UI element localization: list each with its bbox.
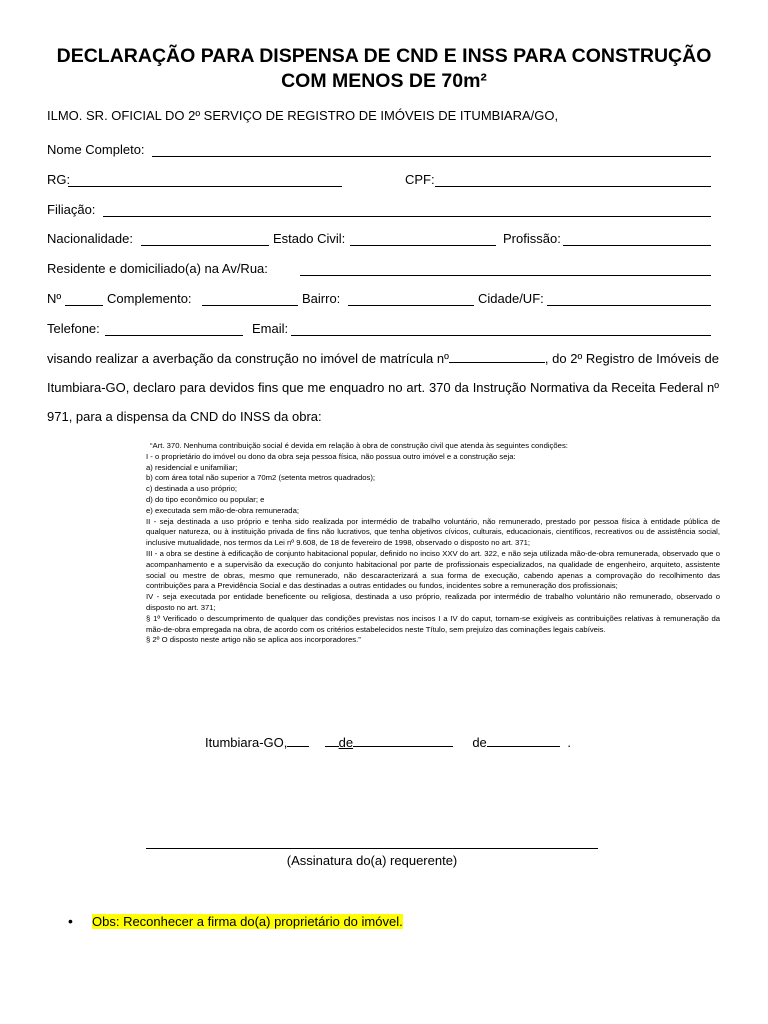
field-row-endereco (47, 290, 711, 308)
field-row-nome (47, 141, 711, 159)
declaration-text-2: , do 2º Registro de Imóveis de Itumbiara-GO, declaro para devidos fins que me enquadro no art. 370 da Instrução Normativa da Receita Federal nº 971, para a dispensa da CND do INSS da obra: (47, 351, 720, 424)
profissao-label: Profissão: (503, 231, 561, 246)
obs-highlighted-text: Obs: Reconhecer a firma do(a) proprietário do imóvel. (92, 914, 403, 929)
email-blank[interactable] (291, 335, 711, 336)
rg-blank[interactable] (68, 186, 342, 187)
rg-label: RG: (47, 172, 71, 187)
numero-blank[interactable] (65, 305, 103, 306)
email-label: Email: (252, 321, 289, 336)
cpf-label: CPF: (405, 172, 435, 187)
residente-label: Residente e domiciliado(a) na Av/Rua: (47, 261, 268, 276)
title-line-2: COM MENOS DE 70m² (281, 70, 487, 92)
declaration-paragraph (47, 344, 719, 431)
matricula-blank[interactable] (449, 349, 545, 363)
field-row-contato (47, 320, 711, 338)
nacionalidade-label: Nacionalidade: (47, 231, 134, 246)
cidade-uf-blank[interactable] (547, 305, 711, 306)
legal-paragraph: § 1º Verificado o descumprimento de qualquer das condições previstas nos incisos I a IV do caput, tornam-se exigíveis as contribuições relativas à remuneração da mão-de-obra empregada na obra, de acordo com os critérios estabelecidos neste Título, sem prejuízo das cominações legais cabíveis. (146, 613, 720, 634)
cidade-uf-label: Cidade/UF: (478, 291, 544, 306)
cpf-blank[interactable] (435, 186, 711, 187)
legal-paragraph: c) destinada a uso próprio; (146, 484, 238, 494)
day-blank[interactable] (287, 733, 309, 747)
complemento-blank[interactable] (202, 305, 298, 306)
month-blank[interactable] (353, 733, 453, 747)
legal-paragraph: b) com área total não superior a 70m2 (setenta metros quadrados); (146, 473, 376, 483)
title-line-1: DECLARAÇÃO PARA DISPENSA DE CND E INSS PARA CONSTRUÇÃO (56, 45, 712, 67)
field-row-filiacao (47, 201, 711, 219)
legal-paragraph: e) executada sem mão-de-obra remunerada; (146, 505, 299, 515)
addressee-line: ILMO. SR. OFICIAL DO 2º SERVIÇO DE REGISTRO DE IMÓVEIS DE ITUMBIARA/GO, (47, 108, 559, 123)
legal-paragraph: IV - seja executada por entidade beneficente ou religiosa, destinada a uso próprio, realizada por intermédio de trabalho voluntário não remunerado, observado o disposto no art. 371; (146, 592, 720, 612)
legal-paragraph: “Art. 370. Nenhuma contribuição social é devida em relação à obra de construção civil que atenda às seguintes condições: (150, 441, 568, 450)
field-row-nacionalidade (47, 230, 711, 248)
estado-civil-label: Estado Civil: (273, 231, 346, 246)
profissao-blank[interactable] (563, 245, 711, 246)
legal-paragraph: a) residencial e unifamiliar; (146, 462, 238, 472)
bairro-blank[interactable] (348, 305, 474, 306)
telefone-blank[interactable] (105, 335, 243, 336)
nacionalidade-blank[interactable] (141, 245, 269, 246)
nome-blank[interactable] (152, 156, 711, 157)
legal-paragraph: § 2º O disposto neste artigo não se aplica aos incorporadores.” (146, 635, 361, 645)
numero-label: Nº (47, 291, 62, 306)
declaration-text-1: visando realizar a averbação da construção no imóvel de matrícula nº (47, 351, 449, 366)
telefone-label: Telefone: (47, 321, 100, 336)
signature-caption: (Assinatura do(a) requerente) (286, 853, 458, 868)
legal-paragraph: d) do tipo econômico ou popular; e (146, 494, 265, 504)
nome-label: Nome Completo: (47, 142, 145, 157)
bairro-label: Bairro: (302, 291, 341, 306)
signature-line[interactable] (146, 848, 598, 849)
field-row-residente (47, 260, 711, 278)
residente-blank[interactable] (300, 275, 711, 276)
legal-paragraph: III - a obra se destine à edificação de conjunto habitacional popular, definido no inciso XXV do art. 322, e não seja utilizada mão-de-obra remunerada, observado que o acompanhamento e a supervisão da execução do conjunto habitacional por parte de profissionais especializados, na qualidade de engenheiro, arquiteto, assistente social ou mestre de obras, mesmo que remunerado, não descaracterizará a sua forma de execução, cabendo apenas a comprovação do recolhimento das contribuições para a Previdência Social e das destinadas a outras entidades ou fundos, incidentes sobre a remuneração dos profissionais; (146, 548, 720, 591)
date-line (205, 733, 571, 752)
date-de-2: de (472, 735, 487, 750)
legal-paragraph: II - seja destinada a uso próprio e tenha sido realizada por intermédio de trabalho voluntário, não remunerado, prestado por pessoa física à entidade pública de qualquer natureza, ou à instituição privada de fins não lucrativos, que tenha objetivos cívicos, culturais, educacionais, científicos, recreativos ou de assistência social, inclusive mutualidade, nos termos da Lei nº 9.608, de 18 de fevereiro de 1998, observado o disposto no art. 371; (146, 516, 720, 548)
document-title (40, 44, 728, 94)
bullet-icon: • (68, 913, 73, 929)
legal-paragraph: I - o proprietário do imóvel ou dono da obra seja pessoa física, não possua outro imóvel e a construção seja: (146, 451, 516, 461)
filiacao-label: Filiação: (47, 202, 96, 217)
obs-note (68, 912, 403, 931)
date-city: Itumbiara-GO, (205, 735, 288, 750)
date-de-1: de (338, 735, 354, 750)
field-row-rg-cpf (47, 171, 711, 189)
estado-civil-blank[interactable] (350, 245, 496, 246)
date-end: . (567, 735, 572, 750)
month-pre-blank[interactable] (325, 733, 339, 747)
year-blank[interactable] (487, 733, 560, 747)
complemento-label: Complemento: (107, 291, 192, 306)
filiacao-blank[interactable] (103, 216, 711, 217)
legal-citation (146, 441, 720, 646)
